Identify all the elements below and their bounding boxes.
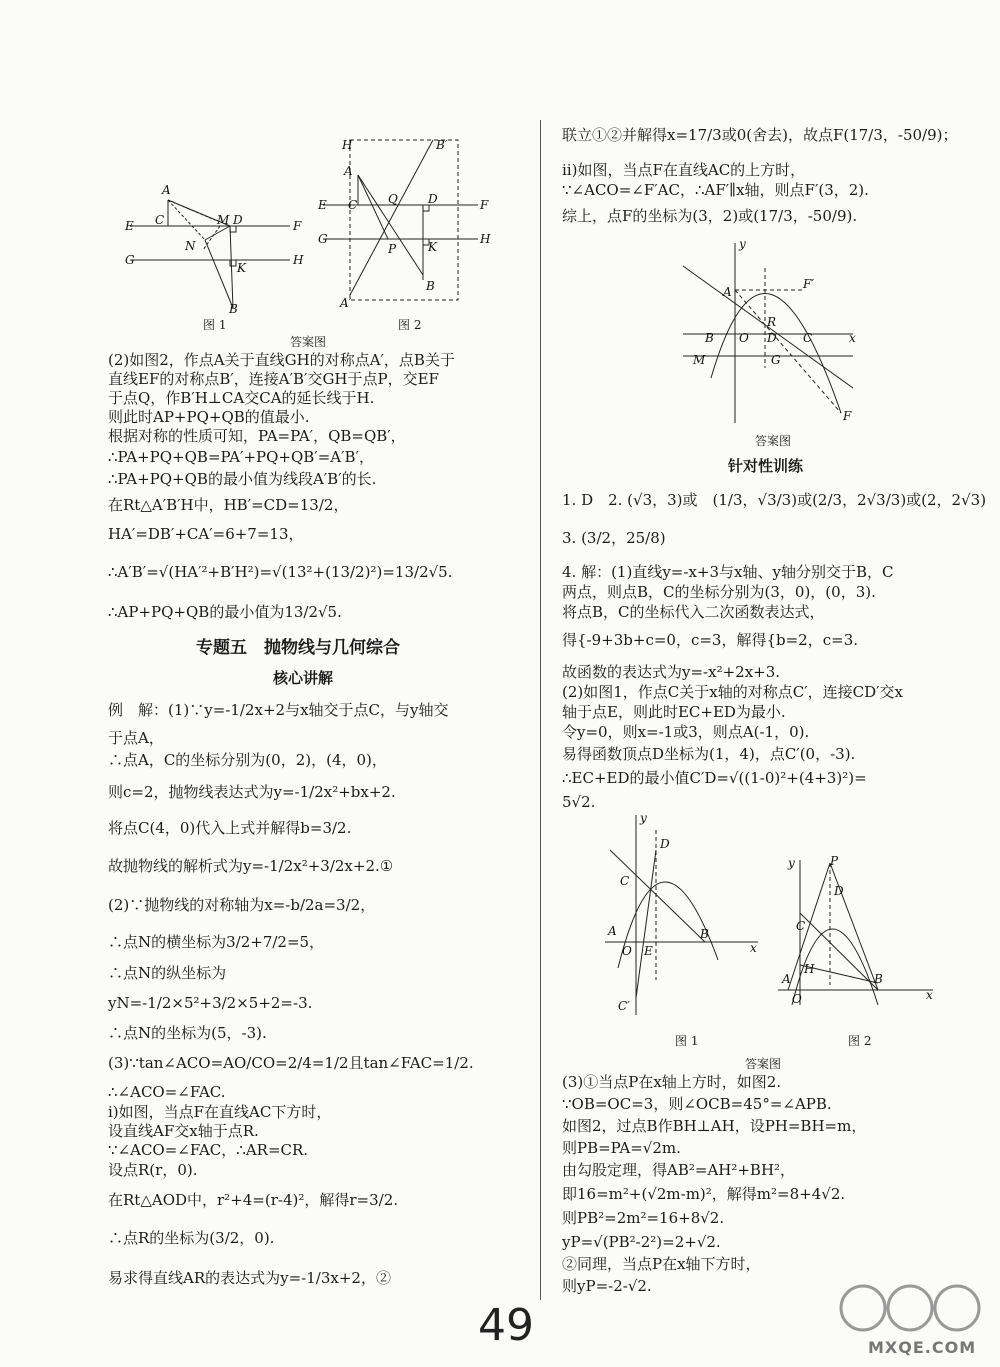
svg-text:E: E bbox=[318, 198, 327, 212]
svg-text:G: G bbox=[125, 253, 135, 267]
left-figure-2 bbox=[318, 135, 498, 310]
svg-text:N: N bbox=[185, 239, 196, 253]
left-line: 设直线AF交x轴于点R. bbox=[108, 1122, 259, 1140]
right-line: 轴于点E，则此时EC+ED为最小. bbox=[562, 703, 786, 721]
svg-text:H: H bbox=[804, 962, 815, 976]
left-line: (2)∵抛物线的对称轴为x=-b/2a=3/2， bbox=[108, 896, 376, 914]
left-line: 故抛物线的解析式为y=-1/2x²+3/2x+2.① bbox=[108, 857, 394, 875]
svg-text:R: R bbox=[767, 315, 777, 329]
svg-text:A: A bbox=[782, 972, 791, 986]
svg-text:H: H bbox=[293, 253, 304, 267]
svg-text:y: y bbox=[640, 811, 647, 825]
left-line: ∴PA+PQ+QB=PA′+PQ+QB′=A′B′， bbox=[108, 448, 374, 466]
svg-text:A: A bbox=[162, 183, 171, 197]
svg-text:y: y bbox=[739, 237, 746, 251]
right-line: 综上，点F的坐标为(3，2)或(17/3，-50/9). bbox=[562, 207, 858, 225]
svg-text:O: O bbox=[792, 992, 802, 1006]
left-line: 直线EF的对称点B′，连接A′B′交GH于点P，交EF bbox=[108, 370, 439, 388]
right-line: (3)①当点P在x轴上方时，如图2. bbox=[562, 1073, 782, 1091]
svg-text:C′: C′ bbox=[618, 999, 630, 1013]
left-line: 于点A， bbox=[108, 729, 164, 747]
right-fig1-caption: 图 1 bbox=[675, 1034, 699, 1048]
right-line: 即16=m²+(√2m-m)²，解得m²=8+4√2. bbox=[562, 1185, 846, 1203]
svg-text:G: G bbox=[318, 232, 328, 246]
left-line: ∴∠ACO=∠FAC. bbox=[108, 1083, 226, 1101]
right-line: 5√2. bbox=[562, 793, 596, 811]
left-fig2-caption: 图 2 bbox=[398, 318, 422, 332]
left-line: ∴点N的纵坐标为 bbox=[108, 964, 227, 982]
left-line: 易求得直线AR的表达式为y=-1/3x+2，② bbox=[108, 1269, 391, 1287]
svg-text:D: D bbox=[767, 331, 777, 345]
svg-text:B: B bbox=[705, 331, 714, 345]
svg-text:x: x bbox=[849, 331, 856, 345]
svg-text:A: A bbox=[608, 924, 617, 938]
svg-text:B: B bbox=[426, 279, 435, 293]
svg-text:F: F bbox=[480, 198, 489, 212]
left-line: 在Rt△AOD中，r²+4=(r-4)²，解得r=3/2. bbox=[108, 1191, 399, 1209]
svg-text:A: A bbox=[723, 285, 732, 299]
left-line: 设点R(r，0). bbox=[108, 1161, 198, 1179]
svg-text:B: B bbox=[874, 972, 883, 986]
right-line: 1. D 2. (√3，3)或 (1/3，√3/3)或(2/3，2√3/3)或(2，2√3) bbox=[562, 491, 987, 509]
svg-text:K: K bbox=[428, 240, 437, 254]
left-line: ∴A′B′=√(HA′²+B′H²)=√(13²+(13/2)²)=13/2√5. bbox=[108, 563, 453, 581]
left-line: ∵∠ACO=∠FAC，∴AR=CR. bbox=[108, 1141, 309, 1159]
svg-text:D: D bbox=[834, 884, 844, 898]
right-parabola-figure bbox=[683, 238, 873, 433]
left-line: ∴PA+PQ+QB的最小值为线段A′B′的长. bbox=[108, 470, 377, 488]
svg-text:F′: F′ bbox=[803, 277, 815, 291]
right-line: 易得函数顶点D坐标为(1，4)，点C′(0，-3). bbox=[562, 745, 856, 763]
right-line: ∵∠ACO=∠F′AC，∴AF′∥x轴，则点F′(3，2). bbox=[562, 181, 869, 199]
left-fig1-caption: 图 1 bbox=[203, 318, 227, 332]
left-line: 将点C(4，0)代入上式并解得b=3/2. bbox=[108, 819, 352, 837]
svg-text:y: y bbox=[788, 856, 795, 870]
right-line: 联立①②并解得x=17/3或0(舍去)，故点F(17/3，-50/9)； bbox=[562, 126, 958, 144]
svg-text:O: O bbox=[622, 944, 632, 958]
svg-text:H: H bbox=[480, 232, 491, 246]
right-line: 由勾股定理，得AB²=AH²+BH²， bbox=[562, 1161, 796, 1179]
right-line: 则yP=-2-√2. bbox=[562, 1277, 652, 1295]
svg-text:E: E bbox=[644, 944, 653, 958]
right-line: 3. (3/2，25/8) bbox=[562, 529, 666, 547]
left-line: 例 解：(1)∵y=-1/2x+2与x轴交于点C，与y轴交 bbox=[108, 701, 449, 719]
svg-text:C: C bbox=[796, 919, 806, 933]
left-line: 则c=2，抛物线表达式为y=-1/2x²+bx+2. bbox=[108, 783, 396, 801]
left-line: (2)如图2，作点A关于直线GH的对称点A′，点B关于 bbox=[108, 351, 455, 369]
right-line: 将点B，C的坐标代入二次函数表达式， bbox=[562, 603, 825, 621]
svg-text:M: M bbox=[693, 353, 706, 367]
svg-text:B: B bbox=[700, 927, 709, 941]
svg-text:D: D bbox=[428, 192, 438, 206]
right-line: ∵OB=OC=3，则∠OCB=45°=∠APB. bbox=[562, 1095, 832, 1113]
right-line: 得{-9+3b+c=0，c=3，解得{b=2，c=3. bbox=[562, 631, 859, 649]
right-line: 两点，则点B，C的坐标分别为(3，0)，(0，3). bbox=[562, 583, 876, 601]
svg-text:K: K bbox=[237, 261, 246, 275]
svg-text:B′: B′ bbox=[436, 138, 448, 152]
svg-text:M: M bbox=[217, 213, 230, 227]
page-number: 49 bbox=[478, 1300, 534, 1351]
svg-text:H: H bbox=[342, 138, 353, 152]
svg-text:Q: Q bbox=[388, 192, 398, 206]
left-line: ⅰ)如图，当点F在直线AC下方时， bbox=[108, 1103, 332, 1121]
svg-text:C: C bbox=[348, 198, 358, 212]
svg-text:C: C bbox=[155, 213, 165, 227]
svg-text:F: F bbox=[843, 409, 852, 423]
column-divider bbox=[540, 120, 541, 1300]
svg-text:C: C bbox=[620, 874, 630, 888]
right-line: 则PB=PA=√2m. bbox=[562, 1139, 681, 1157]
left-line: ∴AP+PQ+QB的最小值为13/2√5. bbox=[108, 603, 342, 621]
left-line: HA′=DB′+CA′=6+7=13， bbox=[108, 525, 304, 543]
right-line: 4. 解：(1)直线y=-x+3与x轴、y轴分别交于B，C bbox=[562, 563, 894, 581]
left-line: ∴点N的坐标为(5，-3). bbox=[108, 1024, 267, 1042]
training-title: 针对性训练 bbox=[728, 457, 804, 475]
right-line: (2)如图1，作点C关于x轴的对称点C′，连接CD′交x bbox=[562, 683, 903, 701]
svg-text:O: O bbox=[739, 331, 749, 345]
right-line: ⅱ)如图，当点F在直线AC的上方时， bbox=[562, 161, 806, 179]
right-line: ∴EC+ED的最小值C′D=√((1-0)²+(4+3)²)= bbox=[562, 769, 867, 787]
right-figure-2 bbox=[778, 855, 938, 1015]
right-fig-caption: 答案图 bbox=[755, 434, 792, 448]
left-line: yN=-1/2×5²+3/2×5+2=-3. bbox=[108, 994, 313, 1012]
svg-text:F: F bbox=[293, 219, 302, 233]
left-line: 根据对称的性质可知，PA=PA′，QB=QB′， bbox=[108, 427, 406, 445]
left-line: 在Rt△A′B′H中，HB′=CD=13/2， bbox=[108, 496, 349, 514]
right-line: ②同理，当点P在x轴下方时， bbox=[562, 1255, 761, 1273]
svg-text:x: x bbox=[926, 988, 933, 1002]
left-line: (3)∵tan∠ACO=AO/CO=2/4=1/2且tan∠FAC=1/2. bbox=[108, 1054, 474, 1072]
right-line: 故函数的表达式为y=-x²+2x+3. bbox=[562, 663, 781, 681]
right-line: yP=√(PB²-2²)=2+√2. bbox=[562, 1233, 721, 1251]
left-line: 则此时AP+PQ+QB的值最小. bbox=[108, 408, 310, 426]
right-line: 如图2，过点B作BH⊥AH，设PH=BH=m， bbox=[562, 1117, 867, 1135]
svg-text:x: x bbox=[750, 941, 757, 955]
svg-text:P: P bbox=[830, 854, 839, 868]
svg-text:D: D bbox=[233, 213, 243, 227]
right-figure-1 bbox=[600, 810, 770, 1025]
subsection-title: 核心讲解 bbox=[273, 669, 334, 687]
svg-text:C: C bbox=[803, 331, 813, 345]
left-line: ∴点R的坐标为(3/2，0). bbox=[108, 1229, 275, 1247]
right-fig2-caption: 图 2 bbox=[848, 1034, 872, 1048]
svg-text:A′: A′ bbox=[340, 296, 352, 310]
svg-text:B: B bbox=[229, 302, 238, 316]
right-line: 令y=0，则x=-1或3，则点A(-1，0). bbox=[562, 723, 810, 741]
watermark-text: MXQE.COM bbox=[868, 1338, 977, 1357]
svg-text:E: E bbox=[125, 219, 134, 233]
left-figs-caption: 答案图 bbox=[290, 335, 327, 349]
left-line: ∴点A，C的坐标分别为(0，2)，(4，0)， bbox=[108, 751, 387, 769]
right-line: 则PB²=2m²=16+8√2. bbox=[562, 1209, 725, 1227]
svg-text:G: G bbox=[771, 353, 781, 367]
left-line: ∴点N的横坐标为3/2+7/2=5， bbox=[108, 933, 325, 951]
section-title: 专题五 抛物线与几何综合 bbox=[196, 638, 400, 658]
svg-text:A: A bbox=[344, 164, 353, 178]
left-figure-1 bbox=[125, 180, 305, 315]
left-line: 于点Q，作B′H⊥CA交CA的延长线于H. bbox=[108, 389, 375, 407]
svg-text:D: D bbox=[660, 837, 670, 851]
svg-text:P: P bbox=[388, 242, 397, 256]
right-figs-caption: 答案图 bbox=[745, 1057, 782, 1071]
